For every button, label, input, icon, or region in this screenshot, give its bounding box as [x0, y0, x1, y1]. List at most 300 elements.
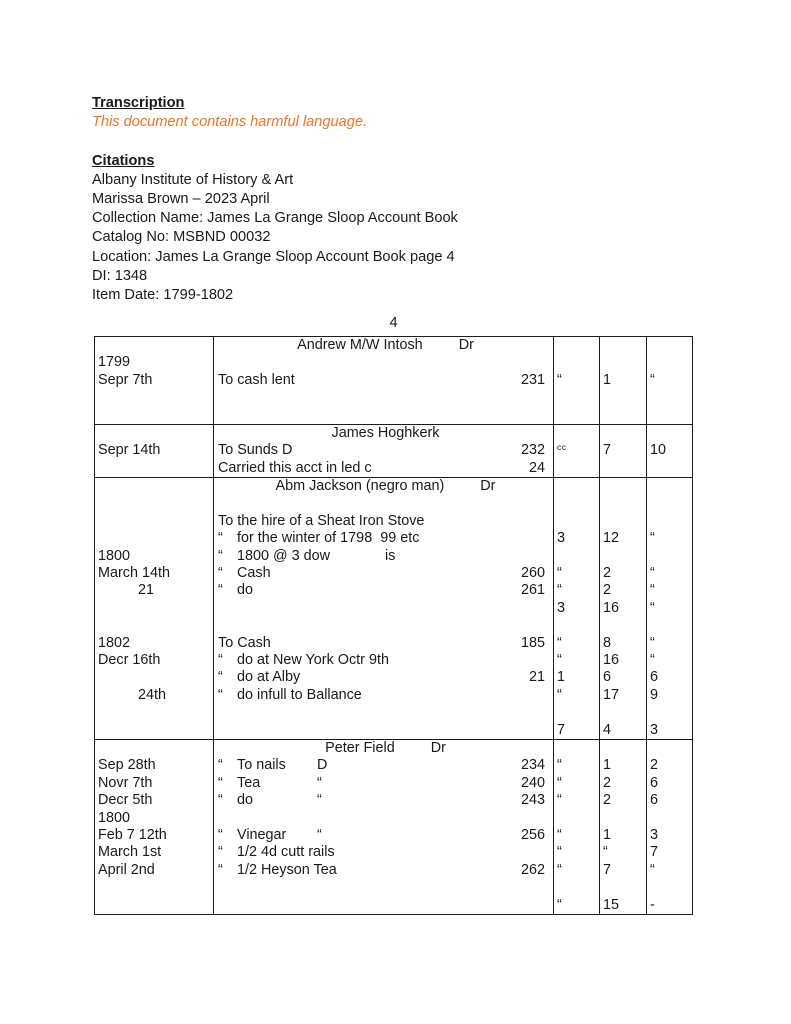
date-cell: April 2nd — [95, 862, 214, 879]
table-row — [95, 407, 692, 424]
date-cell: Sepr 7th — [95, 372, 214, 389]
ledger-ref-number: 262 — [520, 861, 545, 878]
date-cell: 1799 — [95, 354, 214, 371]
amount-cell-1 — [554, 775, 600, 792]
amount-cell-2 — [600, 897, 647, 914]
table-row — [95, 496, 692, 513]
amount-cell-1 — [554, 635, 600, 652]
amount-cell-3 — [647, 530, 692, 547]
date-cell — [95, 460, 214, 477]
amount-cell-2 — [600, 862, 647, 879]
amount-value: “ — [650, 582, 655, 599]
date-cell: Sepr 14th — [95, 442, 214, 459]
table-row — [95, 548, 692, 565]
amount-value: “ — [557, 634, 562, 651]
entry-secondary-mark: “ — [317, 774, 322, 791]
amount-cell-2 — [600, 652, 647, 669]
ledger-ref-number: 240 — [520, 774, 545, 791]
document-header — [92, 94, 458, 305]
amount-cell-2 — [600, 582, 647, 599]
harmful-language-notice: This document contains harmful language. — [92, 114, 368, 131]
date-cell — [95, 669, 214, 686]
desc-cell — [214, 513, 554, 530]
amount-value: 7 — [603, 442, 612, 459]
desc-cell — [214, 548, 554, 565]
quote-mark: “ — [218, 686, 223, 703]
citation-di: DI: 1348 — [92, 267, 148, 284]
amount-value: “ — [650, 565, 655, 582]
account-name: Peter Field — [325, 739, 395, 756]
citations-heading: Citations — [92, 152, 155, 169]
amount-value: 2 — [603, 582, 612, 599]
table-row — [95, 530, 692, 547]
entry-text: Cash — [237, 565, 271, 582]
amount-value: “ — [650, 634, 655, 651]
amount-cell-3 — [647, 389, 692, 406]
ledger-ref-number: 261 — [520, 582, 545, 599]
table-row — [95, 617, 692, 634]
amount-value: 6 — [650, 669, 659, 686]
account-block-james-hoghkerk — [95, 424, 692, 477]
date-cell — [95, 722, 214, 739]
table-row — [95, 775, 692, 792]
amount-cell-3 — [647, 354, 692, 371]
table-row — [95, 565, 692, 582]
amount-value: “ — [557, 757, 562, 774]
date-cell — [95, 425, 214, 442]
amount-cell-3 — [647, 337, 692, 354]
citation-author-date: Marissa Brown – 2023 April — [92, 191, 270, 207]
amount-cell-2 — [600, 354, 647, 371]
date-cell — [95, 337, 214, 354]
entry-secondary-mark: is — [385, 547, 396, 564]
amount-cell-1 — [554, 513, 600, 530]
desc-cell — [214, 722, 554, 739]
quote-mark: “ — [218, 792, 223, 809]
table-row — [95, 372, 692, 389]
table-row — [95, 600, 692, 617]
date-cell — [95, 740, 214, 757]
ledger-ref-number: 260 — [520, 565, 545, 582]
desc-cell — [214, 337, 554, 354]
desc-cell — [214, 530, 554, 547]
amount-cell-1 — [554, 897, 600, 914]
desc-cell — [214, 478, 554, 495]
amount-value: 17 — [603, 686, 620, 703]
amount-value: “ — [650, 652, 655, 669]
amount-cell-3 — [647, 617, 692, 634]
amount-cell-2 — [600, 810, 647, 827]
table-row — [95, 862, 692, 879]
table-row — [95, 478, 692, 495]
desc-cell — [214, 897, 554, 914]
desc-cell — [214, 635, 554, 652]
desc-cell — [214, 740, 554, 757]
date-cell: March 14th — [95, 565, 214, 582]
quote-mark: “ — [218, 530, 223, 547]
amount-cell-2 — [600, 442, 647, 459]
desc-cell — [214, 425, 554, 442]
table-row — [95, 757, 692, 774]
account-header — [218, 740, 553, 757]
amount-cell-2 — [600, 460, 647, 477]
amount-cell-1 — [554, 337, 600, 354]
amount-cell-1 — [554, 704, 600, 721]
amount-value: 4 — [603, 721, 612, 738]
quote-mark: “ — [218, 669, 223, 686]
amount-cell-2 — [600, 687, 647, 704]
quote-mark: “ — [218, 757, 223, 774]
amount-value: “ — [557, 896, 562, 913]
amount-cell-2 — [600, 757, 647, 774]
date-cell — [95, 513, 214, 530]
desc-cell — [214, 372, 554, 389]
entry-secondary-mark: “ — [317, 792, 322, 809]
amount-value: 3 — [650, 826, 659, 843]
amount-cell-1 — [554, 757, 600, 774]
amount-cell-3 — [647, 496, 692, 513]
table-row — [95, 582, 692, 599]
amount-cell-2 — [600, 669, 647, 686]
date-cell: Sep 28th — [95, 757, 214, 774]
table-row — [95, 897, 692, 914]
amount-value: “ — [650, 861, 655, 878]
desc-cell — [214, 652, 554, 669]
date-cell: Novr 7th — [95, 775, 214, 792]
amount-value: “ — [557, 861, 562, 878]
amount-cell-3 — [647, 897, 692, 914]
amount-cell-3 — [647, 669, 692, 686]
amount-cell-1 — [554, 600, 600, 617]
amount-value: cc — [557, 441, 567, 452]
entry-text: To Cash — [218, 634, 271, 651]
entry-text: Vinegar — [237, 826, 287, 843]
amount-cell-2 — [600, 372, 647, 389]
amount-cell-2 — [600, 496, 647, 513]
amount-cell-3 — [647, 844, 692, 861]
table-row — [95, 460, 692, 477]
entry-secondary-mark: “ — [317, 826, 322, 843]
quote-mark: “ — [218, 565, 223, 582]
ledger-page-number: 4 — [389, 315, 398, 331]
desc-cell — [214, 442, 554, 459]
amount-value: 10 — [650, 442, 667, 459]
amount-value: 6 — [603, 669, 612, 686]
amount-value: “ — [650, 371, 655, 388]
ledger-ref-number: 21 — [528, 669, 545, 686]
entry-text: 1/2 4d cutt rails — [237, 844, 335, 861]
spacer — [92, 132, 458, 151]
amount-cell-2 — [600, 407, 647, 424]
amount-cell-1 — [554, 582, 600, 599]
date-cell: 1800 — [95, 810, 214, 827]
date-cell — [95, 600, 214, 617]
amount-cell-2 — [600, 425, 647, 442]
amount-cell-1 — [554, 862, 600, 879]
ledger-ref-number: 232 — [520, 442, 545, 459]
amount-cell-1 — [554, 565, 600, 582]
date-cell: 1802 — [95, 635, 214, 652]
amount-cell-1 — [554, 669, 600, 686]
desc-cell — [214, 617, 554, 634]
desc-cell — [214, 687, 554, 704]
account-name: Andrew M/W Intosh — [297, 337, 423, 353]
account-table — [94, 336, 693, 915]
amount-value: “ — [557, 582, 562, 599]
amount-cell-3 — [647, 722, 692, 739]
amount-cell-1 — [554, 372, 600, 389]
amount-cell-2 — [600, 337, 647, 354]
table-row — [95, 792, 692, 809]
citation-item-date: Item Date: 1799-1802 — [92, 287, 234, 304]
table-row — [95, 635, 692, 652]
desc-cell — [214, 354, 554, 371]
amount-value: 6 — [650, 792, 659, 809]
amount-cell-2 — [600, 478, 647, 495]
date-cell: 24th — [95, 687, 214, 704]
amount-value: “ — [557, 371, 562, 388]
amount-cell-1 — [554, 442, 600, 459]
ledger-ref-number: 231 — [520, 371, 545, 388]
desc-cell — [214, 704, 554, 721]
amount-cell-3 — [647, 565, 692, 582]
date-cell — [95, 407, 214, 424]
entry-text: Tea — [237, 774, 261, 791]
amount-value: 3 — [557, 530, 566, 547]
date-cell: Decr 5th — [95, 792, 214, 809]
amount-cell-3 — [647, 687, 692, 704]
table-row — [95, 810, 692, 827]
date-cell — [95, 704, 214, 721]
amount-value: “ — [557, 774, 562, 791]
quote-mark: “ — [218, 652, 223, 669]
amount-cell-2 — [600, 844, 647, 861]
amount-value: 2 — [603, 792, 612, 809]
table-row — [95, 442, 692, 459]
account-block-abm-jackson — [95, 477, 692, 739]
amount-cell-3 — [647, 810, 692, 827]
amount-cell-3 — [647, 740, 692, 757]
amount-cell-1 — [554, 354, 600, 371]
amount-value: 3 — [650, 721, 659, 738]
citation-institution: Albany Institute of History & Art — [92, 171, 294, 188]
amount-cell-1 — [554, 425, 600, 442]
amount-cell-2 — [600, 565, 647, 582]
amount-value: “ — [557, 792, 562, 809]
entry-text: 1800 @ 3 dow — [237, 547, 331, 564]
table-row — [95, 722, 692, 739]
amount-value: “ — [650, 530, 655, 547]
desc-cell — [214, 389, 554, 406]
amount-cell-3 — [647, 372, 692, 389]
amount-value: “ — [650, 599, 655, 616]
amount-cell-2 — [600, 775, 647, 792]
account-header — [218, 337, 553, 354]
amount-value: “ — [557, 652, 562, 669]
amount-cell-3 — [647, 827, 692, 844]
date-cell — [95, 389, 214, 406]
amount-cell-1 — [554, 407, 600, 424]
amount-cell-3 — [647, 757, 692, 774]
amount-cell-1 — [554, 810, 600, 827]
amount-value: 9 — [650, 686, 659, 703]
desc-cell — [214, 600, 554, 617]
amount-value: 6 — [650, 774, 659, 791]
table-row — [95, 354, 692, 371]
entry-secondary-mark: D — [317, 757, 328, 774]
amount-cell-1 — [554, 652, 600, 669]
desc-cell — [214, 792, 554, 809]
account-name: Abm Jackson (negro man) — [275, 478, 445, 495]
date-cell — [95, 478, 214, 495]
amount-value: - — [650, 896, 655, 913]
amount-cell-3 — [647, 425, 692, 442]
table-row — [95, 879, 692, 896]
date-cell: 21 — [95, 582, 214, 599]
amount-value: 16 — [603, 652, 620, 669]
date-cell: Decr 16th — [95, 652, 214, 669]
amount-value: “ — [557, 686, 562, 703]
table-row — [95, 425, 692, 442]
table-row — [95, 740, 692, 757]
ledger-ref-number: 185 — [520, 634, 545, 651]
amount-cell-2 — [600, 704, 647, 721]
amount-cell-3 — [647, 582, 692, 599]
amount-cell-2 — [600, 879, 647, 896]
amount-cell-1 — [554, 530, 600, 547]
entry-text: do at Alby — [237, 669, 301, 686]
desc-cell — [214, 565, 554, 582]
amount-value: 1 — [603, 371, 612, 388]
amount-value: 3 — [557, 599, 566, 616]
amount-cell-1 — [554, 496, 600, 513]
ledger-ref-number: 234 — [520, 757, 545, 774]
amount-value: “ — [557, 565, 562, 582]
amount-cell-3 — [647, 635, 692, 652]
entry-text: To Sunds D — [218, 442, 293, 459]
amount-value: 1 — [603, 757, 612, 774]
table-row — [95, 704, 692, 721]
quote-mark: “ — [218, 844, 223, 861]
desc-cell — [214, 827, 554, 844]
table-row — [95, 687, 692, 704]
date-cell: 1800 — [95, 548, 214, 565]
account-header — [218, 478, 553, 495]
desc-cell — [214, 407, 554, 424]
date-cell — [95, 530, 214, 547]
amount-cell-3 — [647, 704, 692, 721]
account-block-peter-field — [95, 739, 692, 914]
quote-mark: “ — [218, 861, 223, 878]
amount-value: 16 — [603, 599, 620, 616]
table-row — [95, 844, 692, 861]
amount-cell-3 — [647, 652, 692, 669]
dr-label: Dr — [430, 739, 446, 756]
amount-cell-3 — [647, 792, 692, 809]
entry-text: do — [237, 582, 254, 599]
desc-cell — [214, 669, 554, 686]
ledger-ref-number: 243 — [520, 792, 545, 809]
amount-value: “ — [557, 844, 562, 861]
amount-cell-1 — [554, 827, 600, 844]
amount-value: 2 — [650, 757, 659, 774]
desc-cell — [214, 757, 554, 774]
amount-cell-2 — [600, 513, 647, 530]
table-row — [95, 652, 692, 669]
ledger-ref-number: 256 — [520, 826, 545, 843]
dr-label: Dr — [458, 337, 474, 353]
table-row — [95, 513, 692, 530]
amount-value: 2 — [603, 565, 612, 582]
amount-cell-3 — [647, 442, 692, 459]
desc-cell — [214, 775, 554, 792]
desc-cell — [214, 844, 554, 861]
amount-cell-1 — [554, 460, 600, 477]
quote-mark: “ — [218, 582, 223, 599]
amount-value: 15 — [603, 896, 620, 913]
account-name: James Hoghkerk — [331, 424, 440, 441]
amount-value: 8 — [603, 634, 612, 651]
desc-cell — [214, 460, 554, 477]
entry-text: To the hire of a Sheat Iron Stove — [218, 512, 425, 529]
entry-text: Carried this acct in led c — [218, 459, 372, 476]
amount-value: “ — [557, 826, 562, 843]
entry-text: 1/2 Heyson Tea — [237, 861, 337, 878]
table-row — [95, 337, 692, 354]
amount-value: 12 — [603, 530, 620, 547]
entry-text: To nails — [237, 757, 286, 774]
desc-cell — [214, 582, 554, 599]
transcription-heading: Transcription — [92, 95, 185, 111]
amount-cell-2 — [600, 792, 647, 809]
dr-label: Dr — [480, 478, 496, 495]
amount-cell-2 — [600, 600, 647, 617]
amount-value: 7 — [603, 861, 612, 878]
amount-cell-3 — [647, 460, 692, 477]
amount-cell-2 — [600, 827, 647, 844]
date-cell — [95, 496, 214, 513]
amount-cell-3 — [647, 775, 692, 792]
entry-text: do — [237, 792, 254, 809]
date-cell — [95, 897, 214, 914]
amount-cell-1 — [554, 548, 600, 565]
date-cell — [95, 617, 214, 634]
amount-cell-2 — [600, 530, 647, 547]
entry-text: do at New York Octr 9th — [237, 652, 389, 669]
amount-cell-3 — [647, 548, 692, 565]
date-cell: March 1st — [95, 844, 214, 861]
amount-cell-1 — [554, 879, 600, 896]
amount-cell-2 — [600, 548, 647, 565]
citation-catalog-no: Catalog No: MSBND 00032 — [92, 229, 271, 246]
desc-cell — [214, 862, 554, 879]
amount-cell-2 — [600, 740, 647, 757]
desc-cell — [214, 496, 554, 513]
ledger-ref-number: 24 — [528, 459, 545, 476]
account-header — [218, 425, 553, 442]
amount-value: 7 — [650, 844, 659, 861]
amount-cell-3 — [647, 478, 692, 495]
desc-cell — [214, 810, 554, 827]
amount-cell-2 — [600, 722, 647, 739]
amount-value: “ — [603, 844, 608, 861]
amount-cell-2 — [600, 389, 647, 406]
amount-cell-1 — [554, 617, 600, 634]
amount-cell-2 — [600, 635, 647, 652]
desc-cell — [214, 879, 554, 896]
entry-text: for the winter of 1798 99 etc — [237, 530, 420, 547]
amount-cell-3 — [647, 513, 692, 530]
